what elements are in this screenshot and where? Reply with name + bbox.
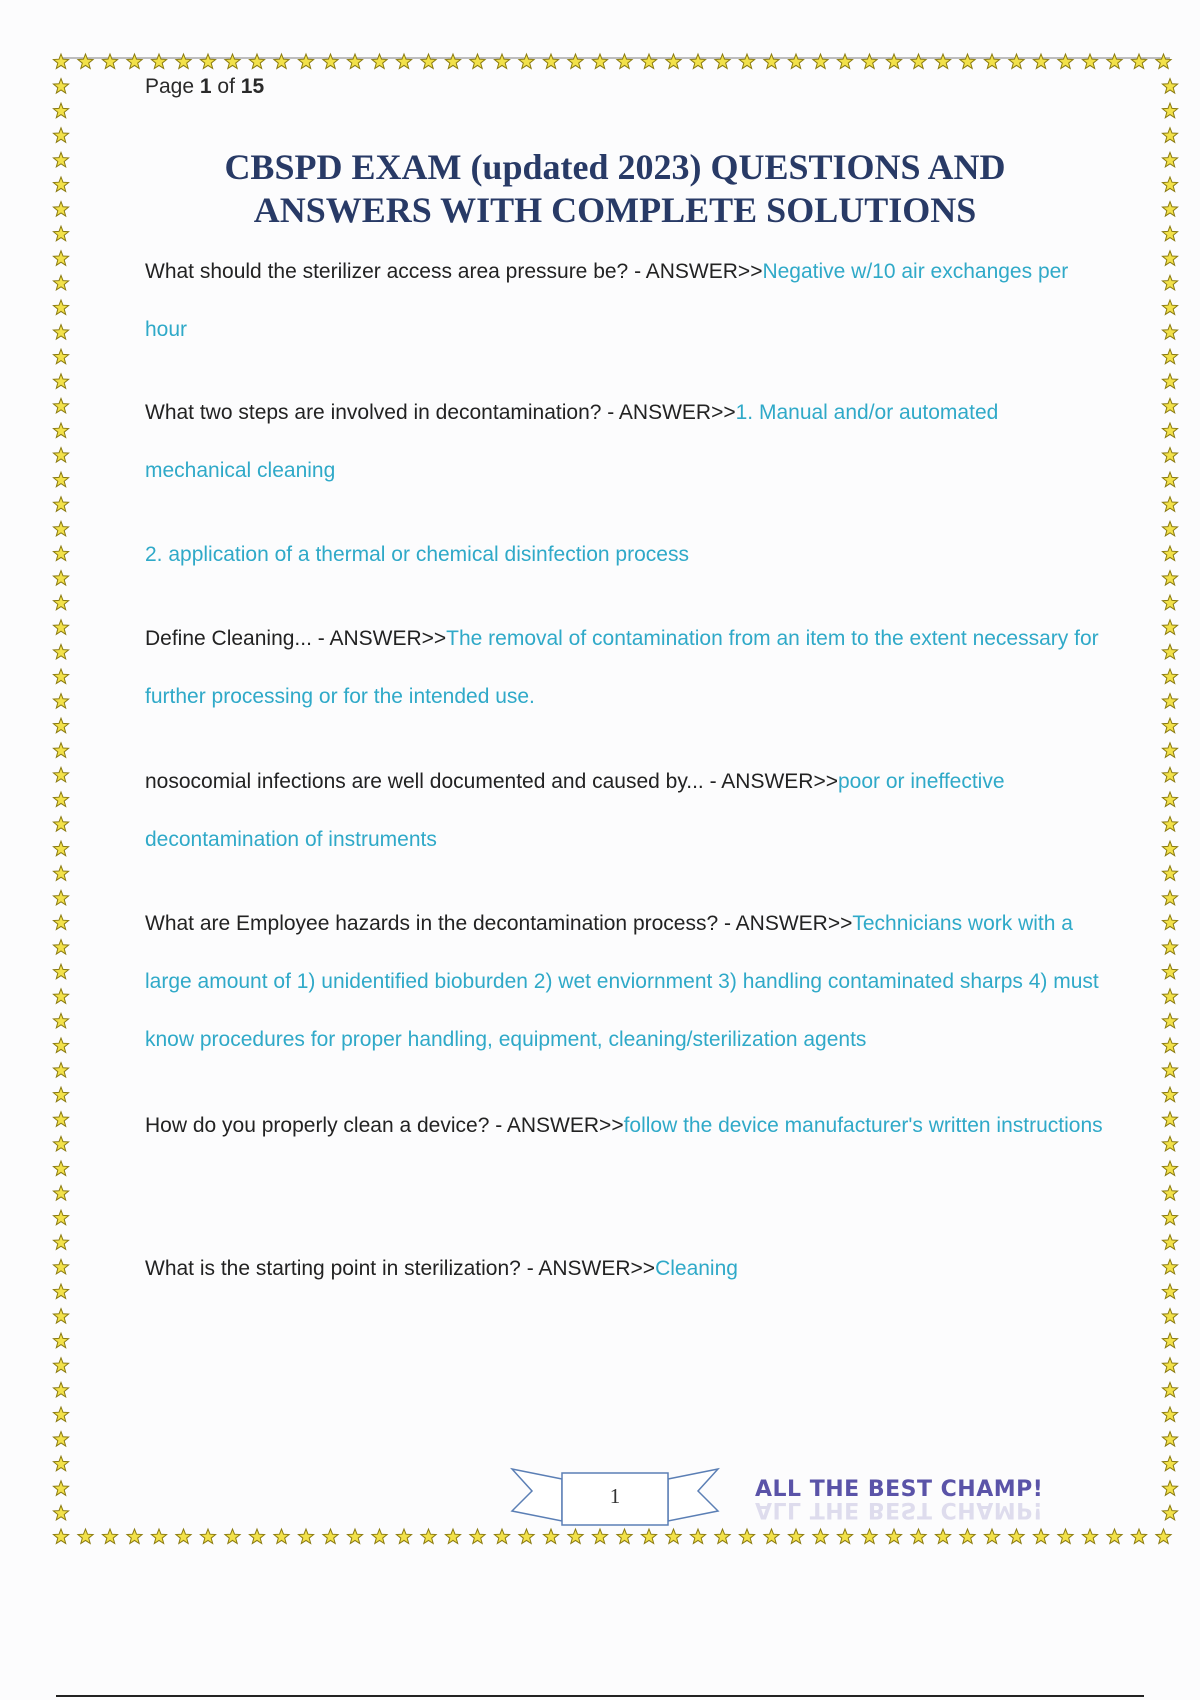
- border-star: [984, 1529, 999, 1544]
- border-star: [225, 54, 240, 69]
- border-star: [1107, 54, 1122, 69]
- border-star: [543, 1529, 558, 1544]
- border-star: [960, 54, 975, 69]
- border-star: [53, 1382, 68, 1397]
- border-star: [53, 275, 68, 290]
- border-star: [1162, 300, 1177, 315]
- border-star: [1082, 1529, 1097, 1544]
- border-star: [1162, 866, 1177, 881]
- border-star: [53, 718, 68, 733]
- border-star: [53, 915, 68, 930]
- border-star: [53, 374, 68, 389]
- border-star: [519, 1529, 534, 1544]
- border-star: [568, 54, 583, 69]
- border-star: [323, 54, 338, 69]
- answer-label: - ANSWER>>: [489, 1114, 624, 1137]
- border-star: [53, 1358, 68, 1373]
- border-star: [53, 79, 68, 94]
- border-star: [53, 1529, 68, 1544]
- border-star: [53, 1210, 68, 1225]
- border-star: [1162, 226, 1177, 241]
- border-star: [53, 472, 68, 487]
- border-star: [176, 1529, 191, 1544]
- border-star: [1033, 1529, 1048, 1544]
- answer-label: - ANSWER>>: [703, 770, 838, 793]
- border-star: [53, 54, 68, 69]
- border-star: [53, 325, 68, 340]
- border-star: [862, 1529, 877, 1544]
- border-star: [1162, 1456, 1177, 1471]
- border-star: [53, 1309, 68, 1324]
- border-star: [1162, 79, 1177, 94]
- border-star: [53, 694, 68, 709]
- answer-continued: 2. application of a thermal or chemical disinfection process: [145, 543, 689, 566]
- border-star: [592, 1529, 607, 1544]
- border-star: [53, 448, 68, 463]
- border-star: [1162, 1284, 1177, 1299]
- border-star: [1162, 595, 1177, 610]
- border-star: [53, 620, 68, 635]
- border-star: [249, 54, 264, 69]
- border-star: [911, 54, 926, 69]
- border-star: [298, 1529, 313, 1544]
- border-star: [53, 349, 68, 364]
- answer: Technicians work with a large amount of 1) unidentified bioburden 2) wet enviornment 3) handling contaminated sharps 4) must know procedures for proper handling, equipment, cleaning/sterilization agents: [145, 912, 1099, 1051]
- border-star: [984, 54, 999, 69]
- border-star: [53, 546, 68, 561]
- border-star: [788, 54, 803, 69]
- border-star: [53, 103, 68, 118]
- border-star: [641, 54, 656, 69]
- border-star: [53, 1481, 68, 1496]
- border-star: [1162, 1432, 1177, 1447]
- qa-item: [145, 610, 1105, 726]
- answer: Negative w/10 air exchanges per hour: [145, 260, 1069, 341]
- border-star: [53, 1087, 68, 1102]
- border-star: [1162, 989, 1177, 1004]
- border-star: [53, 792, 68, 807]
- border-star: [421, 54, 436, 69]
- border-star: [739, 54, 754, 69]
- border-star: [249, 1529, 264, 1544]
- border-star: [102, 1529, 117, 1544]
- border-star: [53, 940, 68, 955]
- border-star: [1162, 817, 1177, 832]
- border-star: [788, 1529, 803, 1544]
- border-star: [1162, 1505, 1177, 1520]
- border-star: [1162, 177, 1177, 192]
- border-star: [1162, 1333, 1177, 1348]
- border-star: [200, 1529, 215, 1544]
- border-star: [53, 669, 68, 684]
- border-star: [53, 571, 68, 586]
- border-star: [1162, 1382, 1177, 1397]
- question: What are Employee hazards in the decontamination process?: [145, 912, 719, 935]
- border-star: [1162, 1013, 1177, 1028]
- footer-page-number: 1: [609, 1484, 621, 1508]
- border-star: [470, 54, 485, 69]
- border-star: [53, 989, 68, 1004]
- answer-label: - ANSWER>>: [311, 627, 447, 650]
- answer: 1. Manual and/or automated mechanical cleaning: [145, 401, 999, 482]
- border-star: [53, 1112, 68, 1127]
- border-star: [78, 1529, 93, 1544]
- border-star: [53, 1038, 68, 1053]
- border-star: [960, 1529, 975, 1544]
- border-star: [1162, 448, 1177, 463]
- border-star: [53, 767, 68, 782]
- border-star: [53, 226, 68, 241]
- border-star: [53, 841, 68, 856]
- answer: Cleaning: [655, 1257, 738, 1280]
- border-star: [347, 54, 362, 69]
- border-star: [1058, 54, 1073, 69]
- border-star: [886, 1529, 901, 1544]
- border-star: [690, 1529, 705, 1544]
- border-star: [837, 54, 852, 69]
- border-star: [1162, 152, 1177, 167]
- question: nosocomial infections are well documented and caused by...: [145, 770, 704, 793]
- border-star: [53, 1235, 68, 1250]
- border-star: [176, 54, 191, 69]
- border-star: [53, 866, 68, 881]
- border-star: [666, 1529, 681, 1544]
- border-star: [519, 54, 534, 69]
- document-title: [130, 146, 1100, 232]
- border-star: [1162, 571, 1177, 586]
- border-star: [1162, 1186, 1177, 1201]
- border-star: [445, 1529, 460, 1544]
- border-star: [1162, 620, 1177, 635]
- border-star: [617, 54, 632, 69]
- border-star: [592, 54, 607, 69]
- answer: poor or ineffective decontamination of instruments: [145, 770, 1005, 851]
- border-star: [1156, 54, 1171, 69]
- border-star: [617, 1529, 632, 1544]
- border-star: [1162, 841, 1177, 856]
- question: Define Cleaning...: [145, 627, 312, 650]
- border-star: [1162, 792, 1177, 807]
- border-star: [1162, 644, 1177, 659]
- border-star: [690, 54, 705, 69]
- border-star: [1162, 767, 1177, 782]
- border-star: [151, 54, 166, 69]
- answer-label: - ANSWER>>: [718, 912, 853, 935]
- border-star: [1162, 964, 1177, 979]
- border-star: [568, 1529, 583, 1544]
- border-star: [1162, 1112, 1177, 1127]
- question: What is the starting point in sterilization?: [145, 1257, 521, 1280]
- border-star: [1162, 497, 1177, 512]
- border-star: [641, 1529, 656, 1544]
- border-star: [1162, 1038, 1177, 1053]
- slogan: ALL THE BEST CHAMP!: [755, 1477, 1044, 1502]
- border-star: [53, 1136, 68, 1151]
- border-star: [494, 1529, 509, 1544]
- border-star: [886, 54, 901, 69]
- border-star: [1131, 1529, 1146, 1544]
- border-star: [1162, 472, 1177, 487]
- border-star: [1162, 1309, 1177, 1324]
- border-star: [53, 202, 68, 217]
- border-star: [543, 54, 558, 69]
- qa-item: [145, 384, 1105, 584]
- border-star: [53, 1013, 68, 1028]
- border-star: [53, 743, 68, 758]
- border-star: [151, 1529, 166, 1544]
- border-star: [1131, 54, 1146, 69]
- qa-item: [145, 753, 1105, 869]
- border-star: [1162, 1358, 1177, 1373]
- border-star: [53, 177, 68, 192]
- border-star: [53, 521, 68, 536]
- answer-label: - ANSWER>>: [520, 1257, 656, 1280]
- border-star: [1162, 1063, 1177, 1078]
- border-star: [1162, 546, 1177, 561]
- qa-item: [145, 1240, 1105, 1298]
- border-star: [715, 1529, 730, 1544]
- border-star: [53, 300, 68, 315]
- border-star: [1162, 251, 1177, 265]
- border-star: [715, 54, 730, 69]
- border-star: [78, 54, 93, 69]
- border-star: [1162, 940, 1177, 955]
- border-star: [1162, 1136, 1177, 1151]
- border-star: [1162, 1161, 1177, 1176]
- border-star: [421, 1529, 436, 1544]
- border-star: [764, 1529, 779, 1544]
- border-star: [396, 54, 411, 69]
- border-star: [1162, 1481, 1177, 1496]
- border-star: [53, 1161, 68, 1176]
- border-star: [396, 1529, 411, 1544]
- border-star: [53, 644, 68, 659]
- border-star: [1162, 1087, 1177, 1102]
- border-star: [1009, 1529, 1024, 1544]
- qa-item: [145, 895, 1105, 1069]
- border-star: [1162, 669, 1177, 684]
- border-star: [53, 1456, 68, 1471]
- border-star: [935, 54, 950, 69]
- border-star: [53, 251, 68, 265]
- border-star: [1162, 275, 1177, 290]
- border-star: [323, 1529, 338, 1544]
- border-star: [1162, 694, 1177, 709]
- border-star: [53, 1407, 68, 1422]
- border-star: [102, 54, 117, 69]
- border-star: [127, 54, 142, 69]
- border-star: [1082, 54, 1097, 69]
- border-star: [1058, 1529, 1073, 1544]
- border-star: [347, 1529, 362, 1544]
- title-line-1: CBSPD EXAM (updated 2023) QUESTIONS AND: [224, 147, 1006, 187]
- slogan-reflection: ALL THE BEST CHAMP!: [755, 1497, 1044, 1522]
- question: What two steps are involved in decontamination?: [145, 401, 602, 424]
- border-star: [298, 54, 313, 69]
- border-star: [53, 890, 68, 905]
- border-star: [53, 1333, 68, 1348]
- border-star: [1162, 1259, 1177, 1274]
- border-star: [764, 54, 779, 69]
- title-line-2: ANSWERS WITH COMPLETE SOLUTIONS: [253, 190, 977, 230]
- border-star: [53, 398, 68, 413]
- border-star: [53, 964, 68, 979]
- border-star: [225, 1529, 240, 1544]
- qa-item: [145, 243, 1105, 359]
- border-star: [911, 1529, 926, 1544]
- border-star: [739, 1529, 754, 1544]
- border-star: [53, 1284, 68, 1299]
- border-star: [53, 497, 68, 512]
- border-star: [494, 54, 509, 69]
- answer-label: - ANSWER>>: [601, 401, 736, 424]
- page-number-ribbon: [510, 1463, 720, 1529]
- border-star: [666, 54, 681, 69]
- border-star: [862, 54, 877, 69]
- border-star: [274, 54, 289, 69]
- answer: follow the device manufacturer's written instructions: [623, 1114, 1103, 1137]
- border-star: [1162, 103, 1177, 118]
- border-star: [53, 595, 68, 610]
- border-star: [53, 1259, 68, 1274]
- border-star: [1162, 521, 1177, 536]
- border-star: [1162, 423, 1177, 438]
- border-star: [935, 1529, 950, 1544]
- border-star: [1162, 398, 1177, 413]
- border-star: [53, 817, 68, 832]
- border-star: [1162, 349, 1177, 364]
- border-star: [1162, 890, 1177, 905]
- border-star: [1156, 1529, 1171, 1544]
- border-star: [445, 54, 460, 69]
- border-star: [1033, 54, 1048, 69]
- bottom-rule: [56, 1695, 1144, 1697]
- border-star: [1162, 128, 1177, 143]
- border-star: [53, 1063, 68, 1078]
- border-star: [1162, 325, 1177, 340]
- border-star: [470, 1529, 485, 1544]
- qa-item: [145, 1097, 1105, 1155]
- page-indicator: Page 1 of 15: [145, 75, 265, 98]
- border-star: [1162, 743, 1177, 758]
- border-star: [53, 152, 68, 167]
- border-star: [1162, 718, 1177, 733]
- border-star: [1162, 1210, 1177, 1225]
- border-star: [53, 128, 68, 143]
- answer: The removal of contamination from an item to the extent necessary for further processing or for the intended use.: [145, 627, 1099, 708]
- border-star: [813, 1529, 828, 1544]
- border-star: [1162, 1235, 1177, 1250]
- border-star: [53, 1505, 68, 1520]
- border-star: [372, 54, 387, 69]
- border-star: [837, 1529, 852, 1544]
- border-star: [1162, 202, 1177, 217]
- border-star: [1162, 1407, 1177, 1422]
- border-star: [1107, 1529, 1122, 1544]
- border-star: [53, 1186, 68, 1201]
- question: How do you properly clean a device?: [145, 1114, 490, 1137]
- border-star: [1009, 54, 1024, 69]
- border-star: [1162, 915, 1177, 930]
- border-star: [127, 1529, 142, 1544]
- border-star: [53, 423, 68, 438]
- border-star: [1162, 374, 1177, 389]
- question: What should the sterilizer access area pressure be?: [145, 260, 629, 283]
- border-star: [274, 1529, 289, 1544]
- answer-label: - ANSWER>>: [628, 260, 763, 283]
- border-star: [53, 1432, 68, 1447]
- border-star: [813, 54, 828, 69]
- border-star: [200, 54, 215, 69]
- border-star: [372, 1529, 387, 1544]
